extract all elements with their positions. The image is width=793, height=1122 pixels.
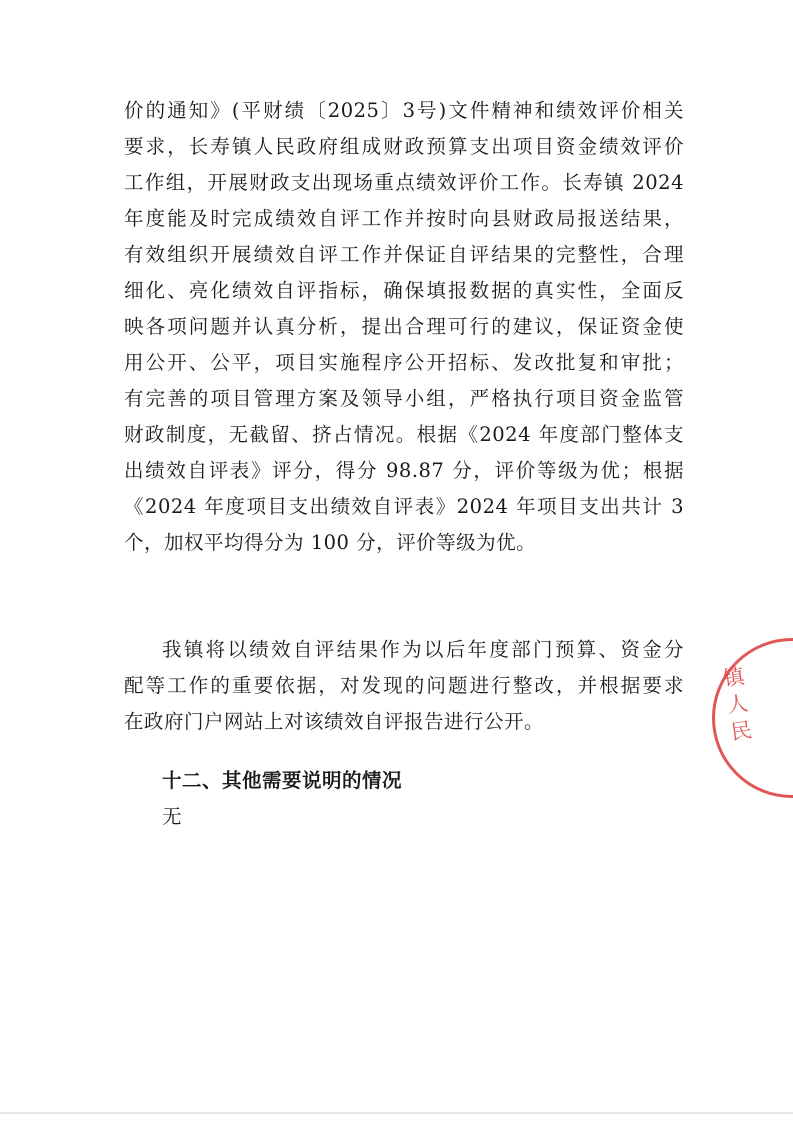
paragraph-result-application (124, 632, 684, 740)
official-seal-text: 镇人民 (719, 664, 755, 749)
text-line: 在政府门户网站上对该绩效自评报告进行公开。 (124, 710, 545, 733)
text-line: 细化、亮化绩效自评指标，确保填报数据的真实性，全面反 (124, 279, 684, 302)
text-line: 个，加权平均得分为 100 分，评价等级为优。 (124, 531, 537, 554)
text-line: 年度能及时完成绩效自评工作并按时向县财政局报送结果， (124, 207, 684, 230)
text-line: 要求，长寿镇人民政府组成财政预算支出项目资金绩效评价 (124, 135, 684, 158)
text-line: 用公开、公平，项目实施程序公开招标、发改批复和审批； (124, 351, 684, 374)
text-line: 工作组，开展财政支出现场重点绩效评价工作。长寿镇 2024 (124, 171, 684, 194)
text-line: 《2024 年度项目支出绩效自评表》2024 年项目支出共计 3 (124, 495, 684, 518)
text-line: 映各项问题并认真分析，提出合理可行的建议，保证资金使 (124, 315, 684, 338)
section-content-none: 无 (162, 805, 182, 828)
text-line: 有完善的项目管理方案及领导小组，严格执行项目资金监管 (124, 387, 684, 410)
section-heading-other-matters: 十二、其他需要说明的情况 (162, 769, 403, 792)
text-line: 财政制度，无截留、挤占情况。根据《2024 年度部门整体支 (124, 423, 684, 446)
paragraph-evaluation-summary (124, 93, 684, 561)
text-line: 配等工作的重要依据，对发现的问题进行整改，并根据要求 (124, 674, 684, 697)
text-line: 价的通知》(平财绩〔2025〕3号)文件精神和绩效评价相关 (124, 99, 684, 122)
text-line: 有效组织开展绩效自评工作并保证自评结果的完整性，合理 (124, 243, 684, 266)
scan-edge-line (0, 1112, 793, 1114)
text-line: 出绩效自评表》评分，得分 98.87 分，评价等级为优；根据 (124, 459, 684, 482)
text-line: 我镇将以绩效自评结果作为以后年度部门预算、资金分 (162, 638, 684, 661)
